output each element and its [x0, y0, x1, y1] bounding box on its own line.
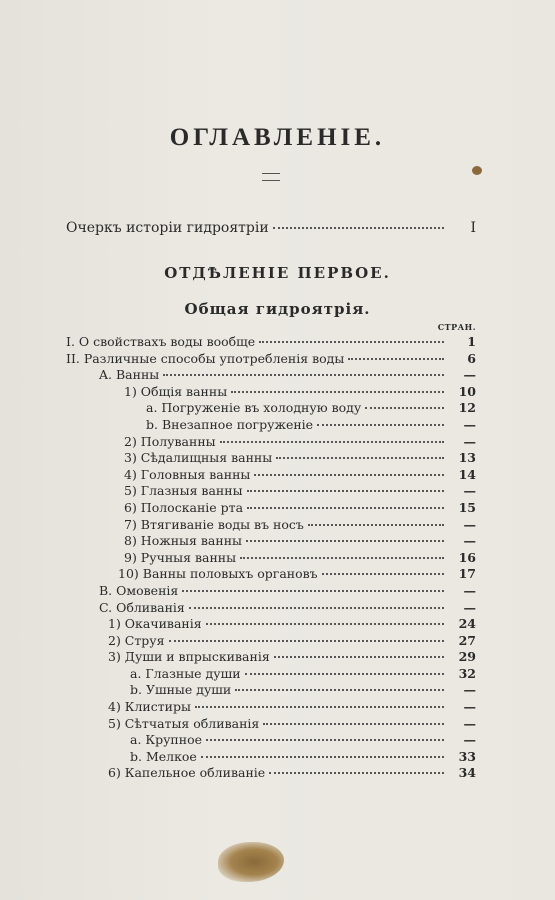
dot-leader [220, 441, 444, 443]
toc-label: 6) Полосканіе рта [124, 499, 244, 515]
toc-label: 7) Втягиваніе воды въ носъ [124, 516, 304, 532]
toc-entry [66, 682, 476, 699]
toc-label: 5) Глазныя ванны [124, 483, 243, 499]
dot-leader [240, 557, 444, 559]
dot-leader [259, 341, 444, 343]
dot-leader [348, 358, 444, 360]
toc-label: 3) Души и впрыскиванія [108, 649, 270, 665]
toc-entry [66, 533, 476, 550]
toc-page: 33 [458, 748, 476, 764]
toc-page: — [463, 599, 476, 615]
toc-entry [66, 765, 476, 782]
toc-page: 29 [458, 649, 476, 665]
toc-label: 2) Полуванны [124, 433, 216, 449]
dot-leader [231, 391, 444, 393]
toc-entry [66, 434, 476, 451]
toc-label: a. Погруженіе въ холодную воду [146, 400, 362, 416]
toc-page: — [463, 699, 476, 715]
title-divider [262, 173, 280, 181]
toc-entry [66, 666, 476, 683]
toc-entry [66, 600, 476, 617]
dot-leader [273, 227, 444, 229]
toc-entry [66, 716, 476, 733]
dot-leader [308, 524, 444, 526]
toc-page: — [463, 732, 476, 748]
toc-entry [66, 649, 476, 666]
toc-entry [66, 384, 476, 401]
toc-page: 10 [458, 383, 476, 399]
toc-label: C. Обливанія [99, 599, 185, 615]
toc-entry [66, 367, 476, 384]
toc-page: 6 [467, 350, 476, 366]
dot-leader [201, 756, 444, 758]
toc-page: 27 [458, 632, 476, 648]
toc-page: — [463, 682, 476, 698]
toc-entry [66, 616, 476, 633]
toc-label: 8) Ножныя ванны [124, 533, 242, 549]
dot-leader [365, 407, 444, 409]
intro-page: I [470, 220, 476, 236]
toc-label: a. Глазные души [130, 665, 241, 681]
toc-entry [66, 483, 476, 500]
dot-leader [246, 540, 444, 542]
dot-leader [247, 490, 444, 492]
toc-label: b. Ушные души [130, 682, 232, 698]
dot-leader [235, 689, 444, 691]
toc-entry [66, 400, 476, 417]
toc-label: 2) Струя [108, 632, 165, 648]
toc-label: 4) Головныя ванны [124, 466, 251, 482]
toc-page: 24 [458, 616, 476, 632]
dot-leader [195, 706, 444, 708]
toc-page: 34 [458, 765, 476, 781]
toc-label: 6) Капельное обливаніе [108, 765, 266, 781]
toc-label: 1) Окачиванія [108, 616, 202, 632]
toc-page: — [463, 516, 476, 532]
intro-label: Очеркъ исторіи гидроятріи [66, 220, 269, 236]
toc-entry [66, 417, 476, 434]
toc-label: 3) Сѣдалищныя ванны [124, 450, 273, 466]
toc-entry [66, 517, 476, 534]
toc-page: — [463, 715, 476, 731]
toc-page: — [463, 483, 476, 499]
intro-entry [66, 220, 476, 236]
toc-label: 10) Ванны половыхъ органовъ [118, 566, 318, 582]
page-column-header: СТРАН. [437, 322, 476, 332]
dot-leader [206, 623, 444, 625]
toc-entry [66, 450, 476, 467]
stain-spot [472, 166, 482, 175]
dot-leader [274, 656, 444, 658]
toc-label: a. Крупное [130, 732, 203, 748]
toc-entry [66, 732, 476, 749]
paper-stain [218, 842, 284, 882]
toc-page: 17 [458, 566, 476, 582]
toc-entry [66, 633, 476, 650]
toc-label: 9) Ручныя ванны [124, 549, 237, 565]
dot-leader [322, 573, 444, 575]
dot-leader [263, 723, 444, 725]
dot-leader [276, 457, 444, 459]
dot-leader [163, 374, 444, 376]
toc-entry [66, 351, 476, 368]
toc-page: 32 [458, 665, 476, 681]
toc-page: — [463, 433, 476, 449]
page-title: ОГЛАВЛЕНІЕ. [169, 124, 386, 151]
toc-label: b. Мелкое [130, 748, 197, 764]
toc-page: 16 [458, 549, 476, 565]
toc-entry [66, 334, 476, 351]
dot-leader [245, 673, 444, 675]
toc-entry [66, 583, 476, 600]
toc-page: — [463, 582, 476, 598]
toc-label: 4) Клистиры [108, 699, 191, 715]
toc-label: b. Внезапное погруженіе [146, 416, 314, 432]
toc-page: 14 [458, 466, 476, 482]
toc-entry [66, 699, 476, 716]
toc-label: B. Омовенія [99, 582, 179, 598]
toc-entry [66, 566, 476, 583]
toc-entry [66, 500, 476, 517]
toc-page: 13 [458, 450, 476, 466]
toc-entry [66, 550, 476, 567]
toc-page: — [463, 367, 476, 383]
dot-leader [254, 474, 444, 476]
toc-entry [66, 749, 476, 766]
subsection-title: Общая гидроятрія. [184, 300, 371, 318]
dot-leader [317, 424, 444, 426]
toc-label: 1) Общія ванны [124, 383, 228, 399]
toc-label: 5) Сѣтчатыя обливанія [108, 715, 260, 731]
dot-leader [247, 507, 444, 509]
toc-list [66, 334, 476, 782]
dot-leader [189, 607, 444, 609]
dot-leader [269, 772, 444, 774]
dot-leader [169, 640, 444, 642]
toc-entry [66, 467, 476, 484]
toc-label: I. О свойствахъ воды вообще [66, 334, 256, 349]
toc-page: — [463, 533, 476, 549]
toc-label: A. Ванны [99, 367, 160, 383]
toc-page: — [463, 416, 476, 432]
toc-page: 1 [467, 334, 476, 349]
toc-page: 12 [458, 400, 476, 416]
toc-page: 15 [458, 499, 476, 515]
dot-leader [182, 590, 444, 592]
dot-leader [206, 739, 444, 741]
toc-label: II. Различные способы употребленія воды [66, 350, 345, 366]
section-title: ОТДѢЛЕНІЕ ПЕРВОЕ. [164, 264, 391, 282]
